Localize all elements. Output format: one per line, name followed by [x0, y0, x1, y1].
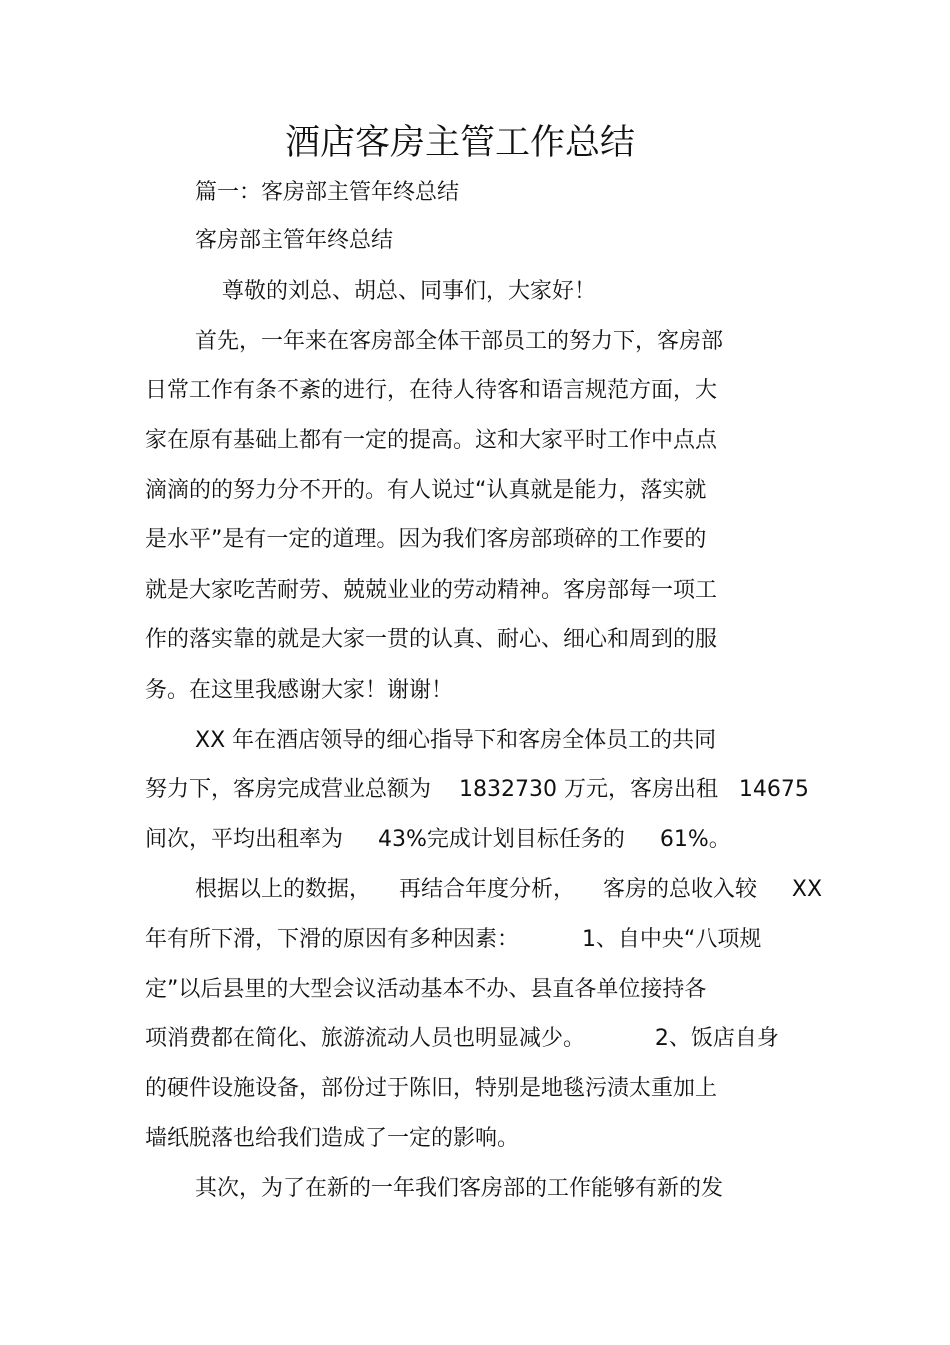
body-line: 家在原有基础上都有一定的提高。这和大家平时工作中点点 — [145, 428, 718, 453]
body-line: 其次，为了在新的一年我们客房部的工作能够有新的发 — [195, 1176, 724, 1201]
body-line: 首先，一年来在客房部全体干部员工的努力下，客房部 — [195, 329, 724, 354]
body-line: 就是大家吃苦耐劳、兢兢业业的劳动精神。客房部每一项工 — [145, 578, 718, 603]
subheading: 客房部主管年终总结 — [195, 228, 394, 253]
document-title: 酒店客房主管工作总结 — [284, 123, 635, 163]
section-heading: 篇一：客房部主管年终总结 — [195, 180, 460, 205]
body-line: 的硬件设施设备，部份过于陈旧，特别是地毯污渍太重加上 — [145, 1076, 718, 1101]
body-line: 是水平”是有一定的道理。因为我们客房部琐碎的工作要的 — [145, 527, 707, 552]
body-line: XX 年在酒店领导的细心指导下和客房全体员工的共同 — [195, 728, 717, 753]
greeting-line: 尊敬的刘总、胡总、同事们，大家好！ — [222, 279, 597, 304]
body-line: 定”以后县里的大型会议活动基本不办、县直各单位接持各 — [145, 977, 707, 1002]
body-line: 项消费都在简化、旅游流动人员也明显减少。 2、饭店自身 — [145, 1026, 779, 1051]
body-line: 墙纸脱落也给我们造成了一定的影响。 — [145, 1126, 520, 1151]
body-line: 日常工作有条不紊的进行，在待人待客和语言规范方面，大 — [145, 378, 718, 403]
body-line: 务。在这里我感谢大家！谢谢！ — [145, 678, 454, 703]
body-line: 滴滴的的努力分不开的。有人说过“认真就是能力，落实就 — [145, 478, 707, 503]
body-line: 间次，平均出租率为 43%完成计划目标任务的 61%。 — [145, 827, 731, 852]
body-line: 作的落实靠的就是大家一贯的认真、耐心、细心和周到的服 — [145, 627, 718, 652]
body-line: 年有所下滑，下滑的原因有多种因素： 1、自中央“八项规 — [145, 927, 762, 952]
body-line: 努力下，客房完成营业总额为 1832730 万元，客房出租 14675 — [145, 777, 809, 802]
body-line: 根据以上的数据， 再结合年度分析， 客房的总收入较 XX — [195, 877, 823, 902]
